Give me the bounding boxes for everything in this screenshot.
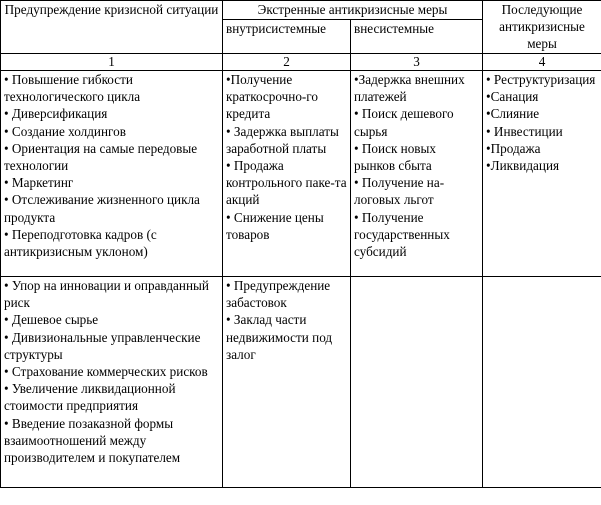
list-item: •Слияние: [486, 106, 540, 122]
list-item: •Получение краткосрочно-го кредита: [226, 72, 318, 122]
list-item: • Упор на инновации и оправданный риск: [4, 278, 209, 311]
list-item: • Поиск новых рынков сбыта: [354, 140, 436, 174]
list-item: • Задержка выплаты заработной платы: [226, 123, 339, 156]
header-external: внесистемные: [351, 20, 483, 54]
number-row: [1, 54, 601, 71]
list-item: • Переподготовка кадров (с антикризисным уклоном): [4, 226, 157, 260]
row2-prevention-cell: [1, 277, 223, 488]
list-item: • Диверсификация: [4, 106, 108, 122]
row2-internal-cell: [223, 277, 351, 488]
row2-subsequent-cell: [483, 277, 601, 488]
list-item: • Маркетинг: [4, 175, 74, 191]
list-item: • Повышение гибкости технологического цикла: [4, 72, 141, 105]
row1-prevention-cell: [1, 71, 223, 277]
header-row: [1, 1, 601, 20]
table-row: [1, 71, 601, 277]
list-item: •Продажа: [486, 140, 541, 156]
header-internal: внутрисистемные: [223, 20, 351, 54]
list-item: • Получение государственных субсидий: [354, 209, 450, 260]
row1-internal-cell: [223, 71, 351, 277]
list-item: • Поиск дешевого сырья: [354, 106, 454, 139]
column-number: 3: [351, 54, 483, 71]
header-subsequent: Последующие антикризисные меры: [483, 1, 601, 54]
list-item: • Предупреждение забастовок: [226, 278, 331, 311]
row1-external-cell: [351, 71, 483, 277]
column-number: 2: [223, 54, 351, 71]
row1-subsequent-cell: [483, 71, 601, 277]
list-item: •Ликвидация: [486, 158, 560, 174]
list-item: • Введение позаказной формы взаимоотношений между производителем и покупателем: [4, 415, 181, 466]
list-item: • Реструктуризация: [486, 72, 596, 87]
list-item: • Дешевое сырье: [4, 312, 99, 328]
list-item: •Санация: [486, 89, 539, 105]
list-item: • Ориентация на самые передовые технологии: [4, 140, 198, 174]
list-item: • Создание холдингов: [4, 123, 126, 139]
list-item: • Снижение цены товаров: [226, 209, 324, 242]
list-item: • Инвестиции: [486, 123, 563, 139]
list-item: • Получение на-логовых льгот: [354, 175, 445, 208]
list-item: • Страхование коммерческих рисков: [4, 364, 208, 380]
row2-external-cell: [351, 277, 483, 488]
list-item: • Заклад части недвижимости под залог: [226, 312, 333, 362]
list-item: • Дивизиональные управленческие структуры: [4, 329, 201, 362]
list-item: • Увеличение ликвидационной стоимости предприятия: [4, 381, 176, 414]
list-item: • Продажа контрольного паке-та акций: [226, 158, 347, 208]
column-number: 1: [1, 54, 223, 71]
header-prevention: Предупреждение кризисной ситуации: [1, 1, 223, 54]
column-number: 4: [483, 54, 601, 71]
list-item: •Задержка внешних платежей: [354, 72, 465, 105]
table-row: [1, 277, 601, 488]
header-emergency: Экстренные антикризисные меры: [223, 1, 483, 20]
list-item: • Отслеживание жизненного цикла продукта: [4, 192, 200, 225]
